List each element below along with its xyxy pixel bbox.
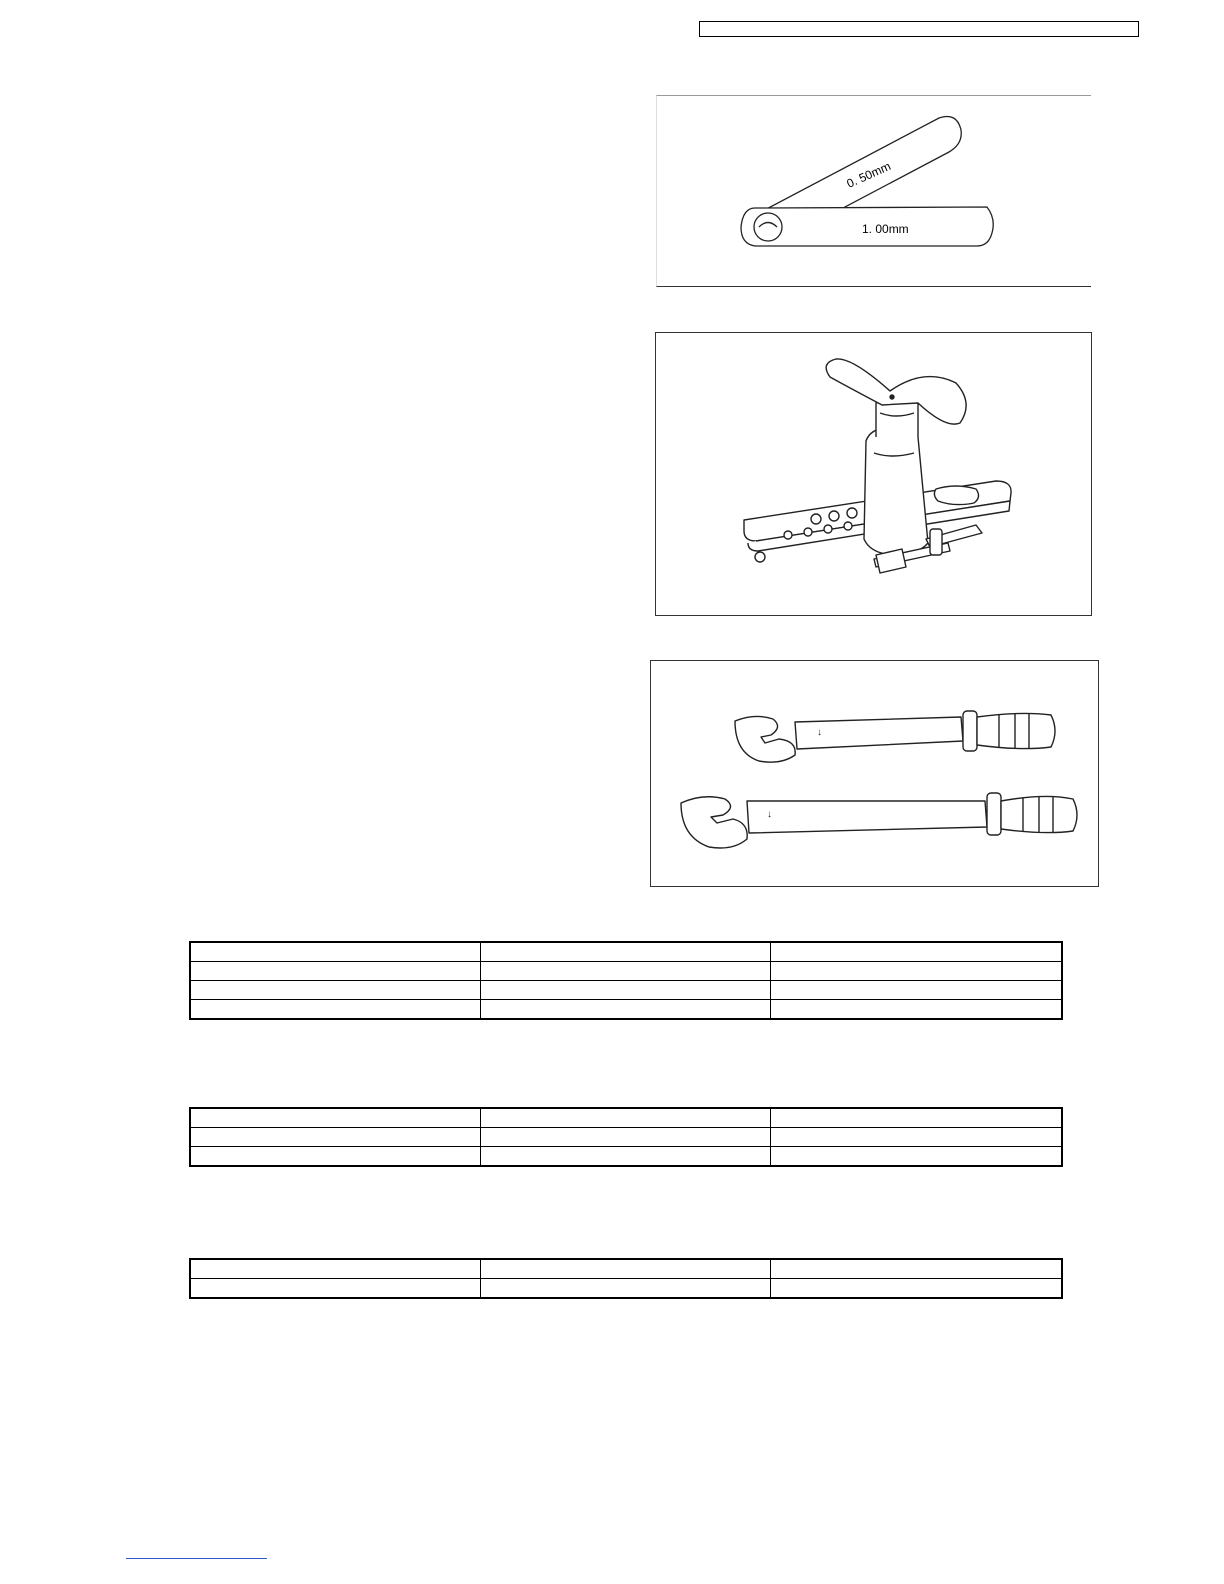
table-cell [190,1128,480,1147]
footer-link-underline[interactable] [126,1558,267,1559]
table-cell [770,981,1062,1000]
table-row [190,1259,1062,1279]
table-cell [480,1000,770,1020]
blade-top-label: 0. 50mm [844,158,893,191]
table-cell [190,981,480,1000]
table-cell [480,1108,770,1128]
table-row [190,1279,1062,1299]
data-table-2 [189,1107,1063,1167]
flaring-tool-figure [655,332,1092,616]
table-row [190,1000,1062,1020]
table-cell [190,1108,480,1128]
table-row [190,981,1062,1000]
table-cell [190,962,480,981]
torque-wrench-figure [650,660,1099,887]
blade-bottom-label: 1. 00mm [862,222,909,236]
feeler-gauge-figure [656,95,1091,287]
table-row [190,1128,1062,1147]
table-row [190,1108,1062,1128]
table-cell [480,942,770,962]
table-row [190,942,1062,962]
table-cell [770,1000,1062,1020]
flaring-tool-drawing [656,333,1090,614]
table-cell [480,981,770,1000]
table-cell [770,1147,1062,1167]
table-cell [190,1000,480,1020]
table-cell [770,942,1062,962]
table-cell [770,1259,1062,1279]
torque-wrench-drawing [651,661,1098,886]
svg-text:↓: ↓ [767,809,772,820]
table-cell [480,962,770,981]
table-cell [190,1147,480,1167]
table-cell [190,1259,480,1279]
data-table-3 [189,1258,1063,1299]
svg-text:↓: ↓ [817,727,822,738]
table-row [190,962,1062,981]
table-cell [480,1147,770,1167]
table-cell [480,1259,770,1279]
data-table-1 [189,941,1063,1020]
table-cell [770,1279,1062,1299]
table-cell [480,1128,770,1147]
table-cell [770,962,1062,981]
feeler-gauge-drawing [657,96,1090,286]
table-cell [770,1108,1062,1128]
table-cell [480,1279,770,1299]
table-cell [190,942,480,962]
table-cell [190,1279,480,1299]
header-box [699,21,1139,37]
table-row [190,1147,1062,1167]
table-cell [770,1128,1062,1147]
